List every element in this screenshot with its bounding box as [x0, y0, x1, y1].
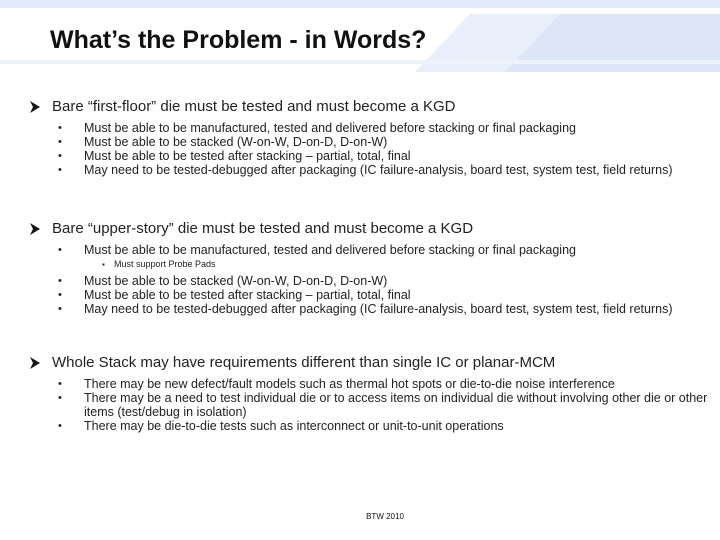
section-heading — [28, 98, 708, 116]
bullet-dot-icon: • — [58, 150, 62, 162]
sub-bullet-list — [28, 259, 708, 270]
bullet-dot-icon: • — [58, 164, 62, 176]
list-item: • There may be die-to-die tests such as interconnect or unit-to-unit operations — [58, 419, 504, 433]
list-item: • May need to be tested-debugged after packaging (IC failure-analysis, board test, system test, field returns) — [58, 302, 673, 316]
section-heading — [28, 354, 708, 372]
bullet-dot-icon: • — [58, 244, 62, 256]
list-item: • Must be able to be manufactured, tested and delivered before stacking or final packaging — [58, 243, 576, 257]
arrow-bullet-icon — [28, 220, 46, 238]
bullet-dot-icon: • — [58, 392, 62, 404]
bullet-list — [28, 274, 708, 316]
list-item: • May need to be tested-debugged after packaging (IC failure-analysis, board test, system test, field returns) — [58, 163, 673, 177]
bullet-dot-icon: • — [58, 275, 62, 287]
bullet-dot-icon: • — [58, 136, 62, 148]
list-item: • There may be a need to test individual die or to access items on individual die without involving other die or other items (test/debug in isolation) — [58, 391, 708, 419]
bullet-dot-icon: • — [58, 378, 62, 390]
bullet-dot-icon: • — [58, 122, 62, 134]
slide-title: What’s the Problem - in Words? — [50, 26, 427, 54]
arrow-bullet-icon — [28, 354, 46, 372]
section-first-floor — [28, 98, 708, 177]
header-band — [0, 0, 720, 72]
section-upper-story — [28, 220, 708, 316]
section-heading-text: Whole Stack may have requirements different than single IC or planar-MCM — [52, 354, 556, 371]
bullet-dot-icon: • — [58, 303, 62, 315]
section-heading — [28, 220, 708, 238]
bullet-dot-icon: • — [58, 289, 62, 301]
bullet-list — [28, 121, 708, 177]
bullet-list — [28, 377, 708, 433]
list-item: • Must be able to be manufactured, tested and delivered before stacking or final packaging — [58, 121, 576, 135]
footer-text: BTW 2010 — [366, 512, 404, 521]
list-item: • Must be able to be tested after stacking – partial, total, final — [58, 288, 411, 302]
section-heading-text: Bare “upper-story” die must be tested and must become a KGD — [52, 220, 474, 237]
bullet-list — [28, 243, 708, 257]
list-item: • Must be able to be stacked (W-on-W, D-on-D, D-on-W) — [58, 135, 388, 149]
bullet-dot-icon: ▪ — [102, 260, 105, 269]
arrow-bullet-icon — [28, 98, 46, 116]
list-item: • Must be able to be stacked (W-on-W, D-on-D, D-on-W) — [58, 274, 388, 288]
list-item: • Must be able to be tested after stacking – partial, total, final — [58, 149, 411, 163]
section-heading-text: Bare “first-floor” die must be tested and must become a KGD — [52, 98, 456, 115]
bullet-dot-icon: • — [58, 420, 62, 432]
list-item: • There may be new defect/fault models such as thermal hot spots or die-to-die noise interference — [58, 377, 615, 391]
section-whole-stack — [28, 354, 708, 433]
sub-list-item: ▪ Must support Probe Pads — [102, 259, 216, 269]
